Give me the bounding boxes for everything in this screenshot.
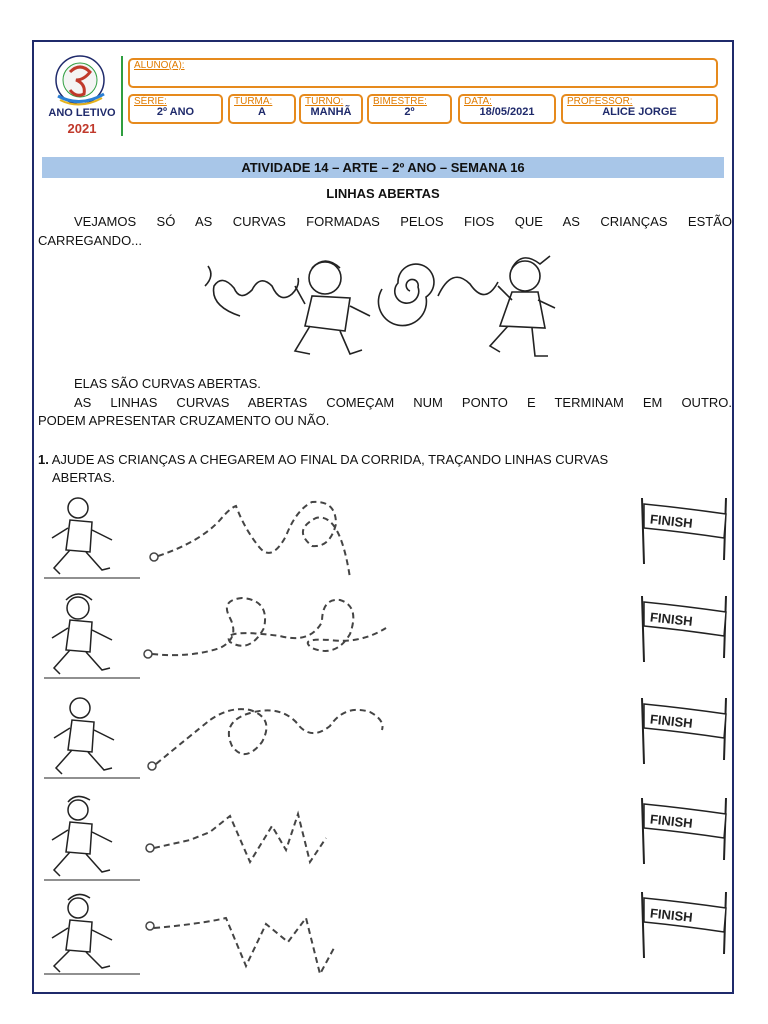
grade-value: 2º ANO bbox=[156, 106, 195, 118]
teacher-label: PROFESSOR: bbox=[567, 96, 633, 107]
finish-text-1: FINISH bbox=[649, 511, 694, 531]
date-label: DATA: bbox=[464, 96, 492, 107]
bimester-label: BIMESTRE: bbox=[373, 96, 427, 107]
shift-field[interactable] bbox=[299, 94, 363, 124]
grade-field[interactable] bbox=[128, 94, 223, 124]
race-row-1[interactable] bbox=[40, 490, 740, 590]
header-divider bbox=[121, 56, 123, 136]
finish-text-3: FINISH bbox=[649, 711, 694, 731]
question-text-line-2: ABERTAS. bbox=[52, 470, 116, 485]
class-label: TURMA: bbox=[234, 96, 273, 107]
question-number: 1. bbox=[38, 452, 49, 467]
finish-banner-5 bbox=[636, 888, 731, 960]
bimester-field[interactable] bbox=[367, 94, 452, 124]
finish-banner-2 bbox=[636, 592, 731, 664]
shift-label: TURNO: bbox=[305, 96, 344, 107]
date-value: 18/05/2021 bbox=[479, 106, 535, 118]
activity-subtitle: LINHAS ABERTAS bbox=[326, 186, 440, 201]
question-1 bbox=[38, 451, 728, 487]
grade-label: SÉRIE: bbox=[134, 96, 167, 107]
race-row-2[interactable] bbox=[40, 588, 740, 688]
class-field[interactable] bbox=[228, 94, 296, 124]
intro-line-2: CARREGANDO... bbox=[38, 233, 143, 248]
finish-banner-3 bbox=[636, 694, 731, 766]
teacher-field[interactable] bbox=[561, 94, 718, 124]
student-name-field[interactable] bbox=[128, 58, 718, 88]
race-row-3[interactable] bbox=[40, 690, 740, 790]
race-row-5[interactable] bbox=[40, 888, 740, 988]
shift-value: MANHÃ bbox=[310, 106, 352, 118]
children-strings-illustration bbox=[200, 246, 570, 366]
activity-title: ATIVIDADE 14 – ARTE – 2º ANO – SEMANA 16 bbox=[42, 157, 724, 178]
finish-banner-1 bbox=[636, 494, 731, 566]
teacher-value: ALICE JORGE bbox=[602, 106, 677, 118]
bimester-value: 2º bbox=[404, 106, 415, 118]
finish-text-5: FINISH bbox=[649, 905, 694, 925]
race-row-4[interactable] bbox=[40, 792, 740, 892]
intro-line-1: VEJAMOS SÓ AS CURVAS FORMADAS PELOS FIOS QUE AS CRIANÇAS ESTÃO bbox=[74, 214, 732, 229]
student-name-label: ALUNO(A): bbox=[134, 60, 185, 71]
explain-line-1: ELAS SÃO CURVAS ABERTAS. bbox=[74, 376, 261, 391]
date-field[interactable] bbox=[458, 94, 556, 124]
finish-text-4: FINISH bbox=[649, 811, 694, 831]
finish-text-2: FINISH bbox=[649, 609, 694, 629]
explain-line-3: PODEM APRESENTAR CRUZAMENTO OU NÃO. bbox=[38, 413, 330, 428]
question-text-line-1: AJUDE AS CRIANÇAS A CHEGAREM AO FINAL DA CORRIDA, TRAÇANDO LINHAS CURVAS bbox=[51, 452, 609, 467]
finish-banner-4 bbox=[636, 794, 731, 866]
explain-line-2: AS LINHAS CURVAS ABERTAS COMEÇAM NUM PONTO E TERMINAM EM OUTRO. bbox=[74, 395, 732, 410]
logo-year-label: ANO LETIVO bbox=[48, 107, 116, 119]
logo-year: 2021 bbox=[67, 121, 97, 136]
class-value: A bbox=[258, 106, 266, 118]
